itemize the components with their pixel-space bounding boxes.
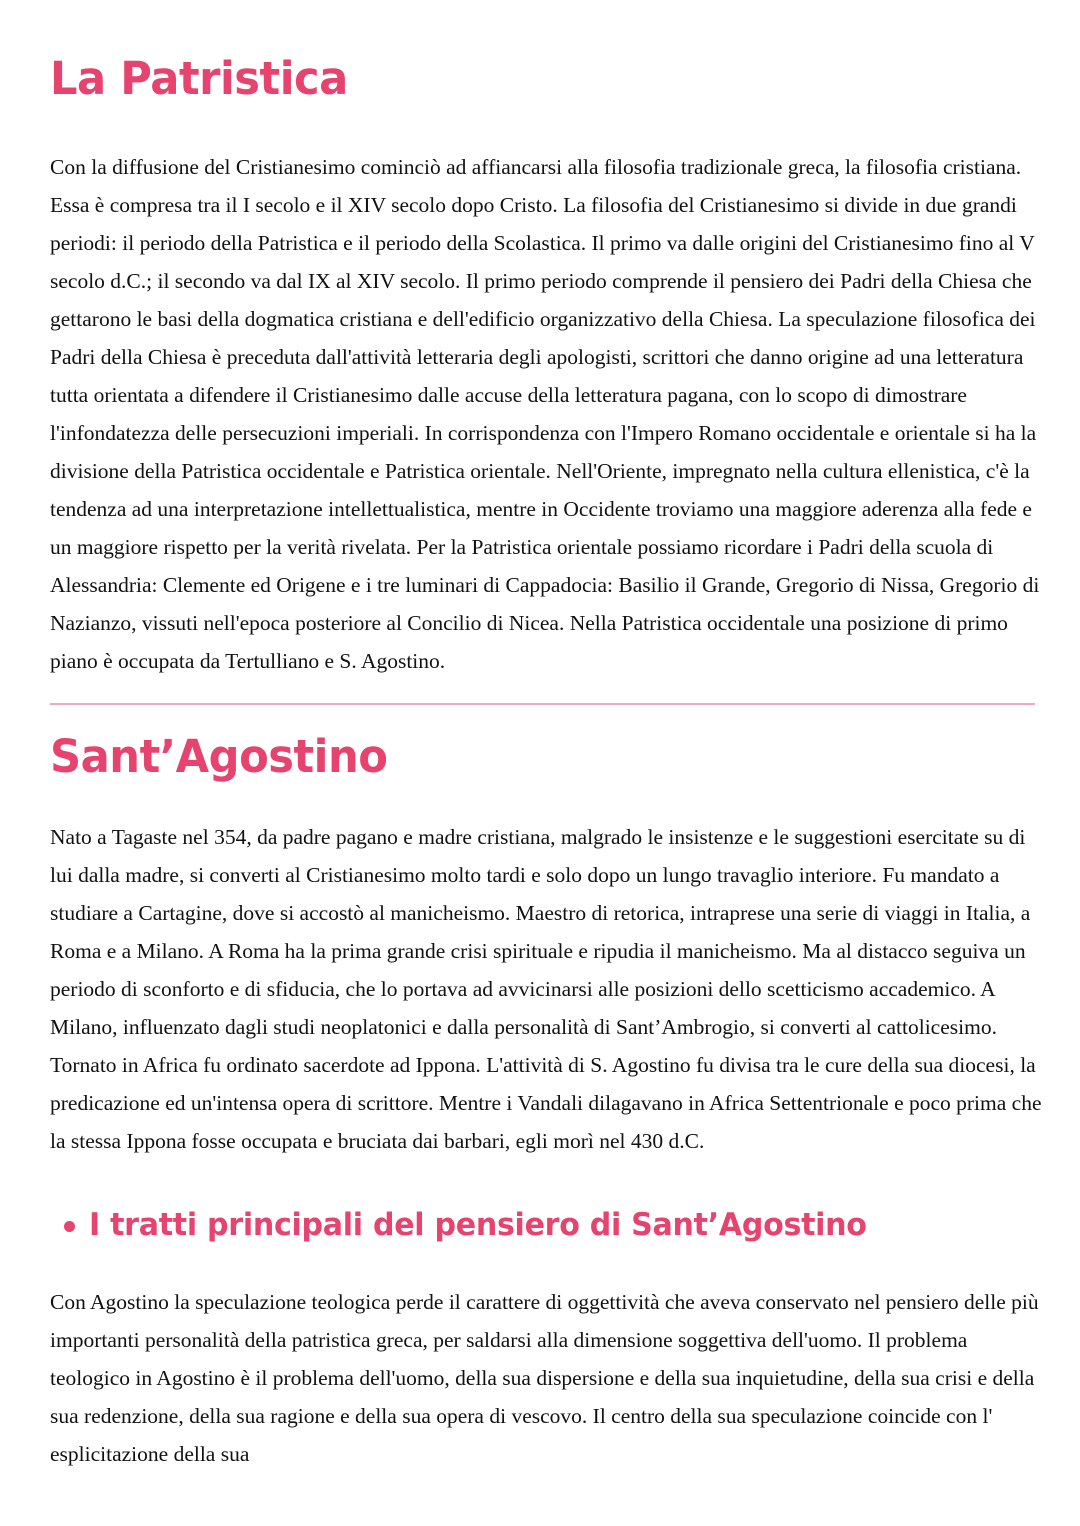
section-divider: [50, 703, 1035, 705]
subsection-heading-label: I tratti principali del pensiero di Sant’Agostino: [89, 1207, 867, 1243]
paragraph-sant-agostino: Nato a Tagaste nel 354, da padre pagano e madre cristiana, malgrado le insistenze e le suggestioni esercitate su di lui dalla madre, si converti al Cristianesimo molto tardi e solo dopo un lungo travaglio interiore. Fu mandato a studiare a Cartagine, dove si accostò al manicheismo. Maestro di retorica, intraprese una serie di viaggi in Italia, a Roma e a Milano. A Roma ha la prima grande crisi spirituale e ripudia il manicheismo. Ma al distacco seguiva un periodo di sconforto e di sfiducia, che lo portava ad avvicinarsi alle posizioni dello scetticismo accademico. A Milano, influenzato dagli studi neoplatonici e dalla personalità di Sant’Ambrogio, si converti al cattolicesimo. Tornato in Africa fu ordinato sacerdote ad Ippona. L'attività di S. Agostino fu divisa tra le cure della sua diocesi, la predicazione ed un'intensa opera di scrittore. Mentre i Vandali dilagavano in Africa Settentrionale e poco prima che la stessa Ippona fosse occupata e bruciata dai barbari, egli morì nel 430 d.C.: [50, 825, 1042, 1153]
section-title-sant-agostino: Sant’Agostino: [50, 730, 388, 783]
page-title: La Patristica: [50, 52, 348, 105]
paragraph-patristica: Con la diffusione del Cristianesimo cominciò ad affiancarsi alla filosofia tradizionale greca, la filosofia cristiana. Essa è compresa tra il I secolo e il XIV secolo dopo Cristo. La filosofia del Cristianesimo si divide in due grandi periodi: il periodo della Patristica e il periodo della Scolastica. Il primo va dalle origini del Cristianesimo fino al V secolo d.C.; il secondo va dal IX al XIV secolo. Il primo periodo comprende il pensiero dei Padri della Chiesa che gettarono le basi della dogmatica cristiana e dell'edificio organizzativo della Chiesa. La speculazione filosofica dei Padri della Chiesa è preceduta dall'attività letteraria degli apologisti, scrittori che danno origine ad una letteratura tutta orientata a difendere il Cristianesimo dalle accuse della letteratura pagana, con lo scopo di dimostrare l'infondatezza delle persecuzioni imperiali. In corrispondenza con l'Impero Romano occidentale e orientale si ha la divisione della Patristica occidentale e Patristica orientale. Nell'Oriente, impregnato nella cultura ellenistica, c'è la tendenza ad una interpretazione intellettualistica, mentre in Occidente troviamo una maggiore aderenza alla fede e un maggiore rispetto per la verità rivelata. Per la Patristica orientale possiamo ricordare i Padri della scuola di Alessandria: Clemente ed Origene e i tre luminari di Cappadocia: Basilio il Grande, Gregorio di Nissa, Gregorio di Nazianzo, vissuti nell'epoca posteriore al Concilio di Nicea. Nella Patristica occidentale una posizione di primo piano è occupata da Tertulliano e S. Agostino.: [50, 155, 1040, 673]
bullet-dot-icon: [64, 1221, 75, 1232]
paragraph-tratti-principali: Con Agostino la speculazione teologica perde il carattere di oggettività che aveva conservato nel pensiero delle più importanti personalità della patristica greca, per saldarsi alla dimensione soggettiva dell'uomo. Il problema teologico in Agostino è il problema dell'uomo, della sua dispersione e della sua inquietudine, della sua crisi e della sua redenzione, della sua ragione e della sua opera di vescovo. Il centro della sua speculazione coincide con l' esplicitazione della sua: [50, 1290, 1039, 1466]
subsection-heading: [64, 1207, 891, 1243]
